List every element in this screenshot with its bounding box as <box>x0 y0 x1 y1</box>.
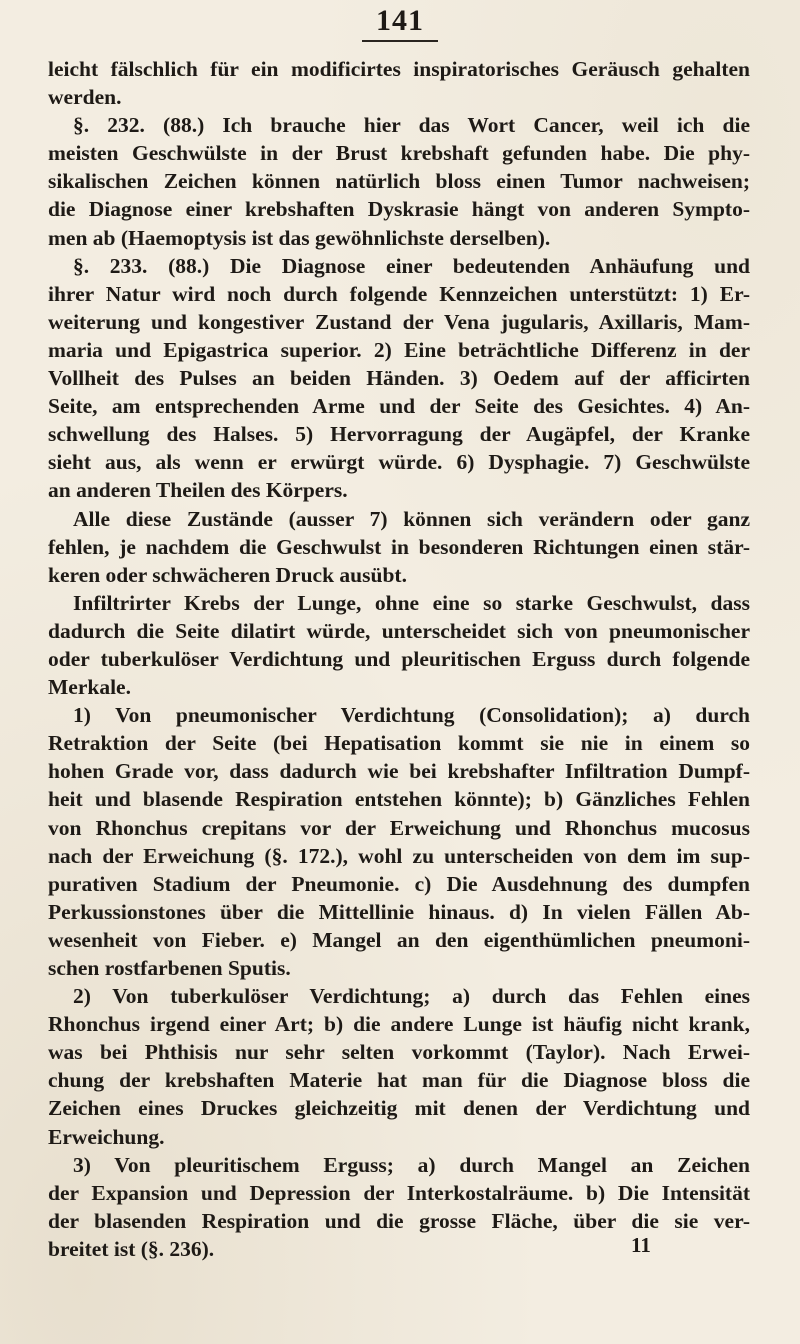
text-line: der Expansion und Depression der Interkostalräume. b) Die Intensität <box>48 1180 750 1205</box>
text-line: die Diagnose einer krebshaften Dyskrasie hängt von anderen Sympto- <box>48 197 750 222</box>
text-line: 1) Von pneumonischer Verdichtung (Consolidation); a) durch <box>73 703 750 728</box>
text-line: hohen Grade vor, dass dadurch wie bei krebshafter Infiltration Dumpf- <box>48 759 750 784</box>
text-line: was bei Phthisis nur sehr selten vorkommt (Taylor). Nach Erwei- <box>48 1040 750 1065</box>
text-line: sikalischen Zeichen können natürlich bloss einen Tumor nachweisen; <box>48 169 750 194</box>
text-line: purativen Stadium der Pneumonie. c) Die Ausdehnung des dumpfen <box>48 871 750 896</box>
text-line: §. 233. (88.) Die Diagnose einer bedeutenden Anhäufung und <box>73 253 750 278</box>
text-line: breitet ist (§. 236). <box>48 1236 215 1261</box>
text-line: Zeichen eines Druckes gleichzeitig mit denen der Verdichtung und <box>48 1096 750 1121</box>
text-line: Vollheit des Pulses an beiden Händen. 3) Oedem auf der afficirten <box>48 366 750 391</box>
text-line: Alle diese Zustände (ausser 7) können sich verändern oder ganz <box>73 506 750 531</box>
text-line: weiterung und kongestiver Zustand der Vena jugularis, Axillaris, Mam- <box>48 309 750 334</box>
body-text <box>48 55 750 1263</box>
text-line: fehlen, je nachdem die Geschwulst in besonderen Richtungen einen stär- <box>48 534 750 559</box>
text-line: Seite, am entsprechenden Arme und der Seite des Gesichtes. 4) An- <box>48 394 750 419</box>
text-line: werden. <box>48 85 122 110</box>
printer-signature-mark: 11 <box>631 1233 651 1257</box>
text-line: nach der Erweichung (§. 172.), wohl zu unterscheiden von dem im sup- <box>48 843 750 868</box>
text-line: Rhonchus irgend einer Art; b) die andere Lunge ist häufig nicht krank, <box>48 1012 750 1037</box>
text-line: §. 232. (88.) Ich brauche hier das Wort Cancer, weil ich die <box>73 113 750 138</box>
text-line: schen rostfarbenen Sputis. <box>48 956 291 980</box>
text-line: Infiltrirter Krebs der Lunge, ohne eine so starke Geschwulst, dass <box>73 590 750 615</box>
text-line: leicht fälschlich für ein modificirtes inspiratorisches Geräusch gehalten <box>48 57 750 81</box>
text-line: maria und Epigastrica superior. 2) Eine beträchtliche Differenz in der <box>48 337 750 362</box>
text-line: von Rhonchus crepitans vor der Erweichung und Rhonchus mucosus <box>48 815 750 840</box>
text-line: sieht aus, als wenn er erwürgt würde. 6) Dysphagie. 7) Geschwülste <box>48 450 750 475</box>
text-line: 3) Von pleuritischem Erguss; a) durch Mangel an Zeichen <box>73 1152 750 1177</box>
text-line: wesenheit von Fieber. e) Mangel an den eigenthümlichen pneumoni- <box>48 927 750 952</box>
text-line: Perkussionstones über die Mittellinie hinaus. d) In vielen Fällen Ab- <box>48 899 750 924</box>
text-line: dadurch die Seite dilatirt würde, unterscheidet sich von pneumonischer <box>48 618 750 643</box>
page-number-rule <box>362 40 438 42</box>
text-line: Retraktion der Seite (bei Hepatisation kommt sie nie in einem so <box>48 731 750 756</box>
text-line: chung der krebshaften Materie hat man für die Diagnose bloss die <box>48 1068 750 1093</box>
text-line: oder tuberkulöser Verdichtung und pleuritischen Erguss durch folgende <box>48 646 750 671</box>
text-line: heit und blasende Respiration entstehen könnte); b) Gänzliches Fehlen <box>48 787 750 812</box>
text-line: men ab (Haemoptysis ist das gewöhnlichste derselben). <box>48 225 551 250</box>
text-line: an anderen Theilen des Körpers. <box>48 478 348 503</box>
text-line: Merkale. <box>48 675 131 700</box>
text-line: meisten Geschwülste in der Brust krebshaft gefunden habe. Die phy- <box>48 141 750 166</box>
text-line: ihrer Natur wird noch durch folgende Kennzeichen unterstützt: 1) Er- <box>48 281 750 306</box>
page-number: 141 <box>376 4 424 37</box>
text-line: der blasenden Respiration und die grosse Fläche, über die sie ver- <box>48 1208 750 1233</box>
text-line: keren oder schwächeren Druck ausübt. <box>48 562 407 587</box>
text-line: schwellung des Halses. 5) Hervorragung der Augäpfel, der Kranke <box>48 422 750 447</box>
text-line: 2) Von tuberkulöser Verdichtung; a) durch das Fehlen eines <box>73 984 750 1009</box>
text-line: Erweichung. <box>48 1124 165 1149</box>
